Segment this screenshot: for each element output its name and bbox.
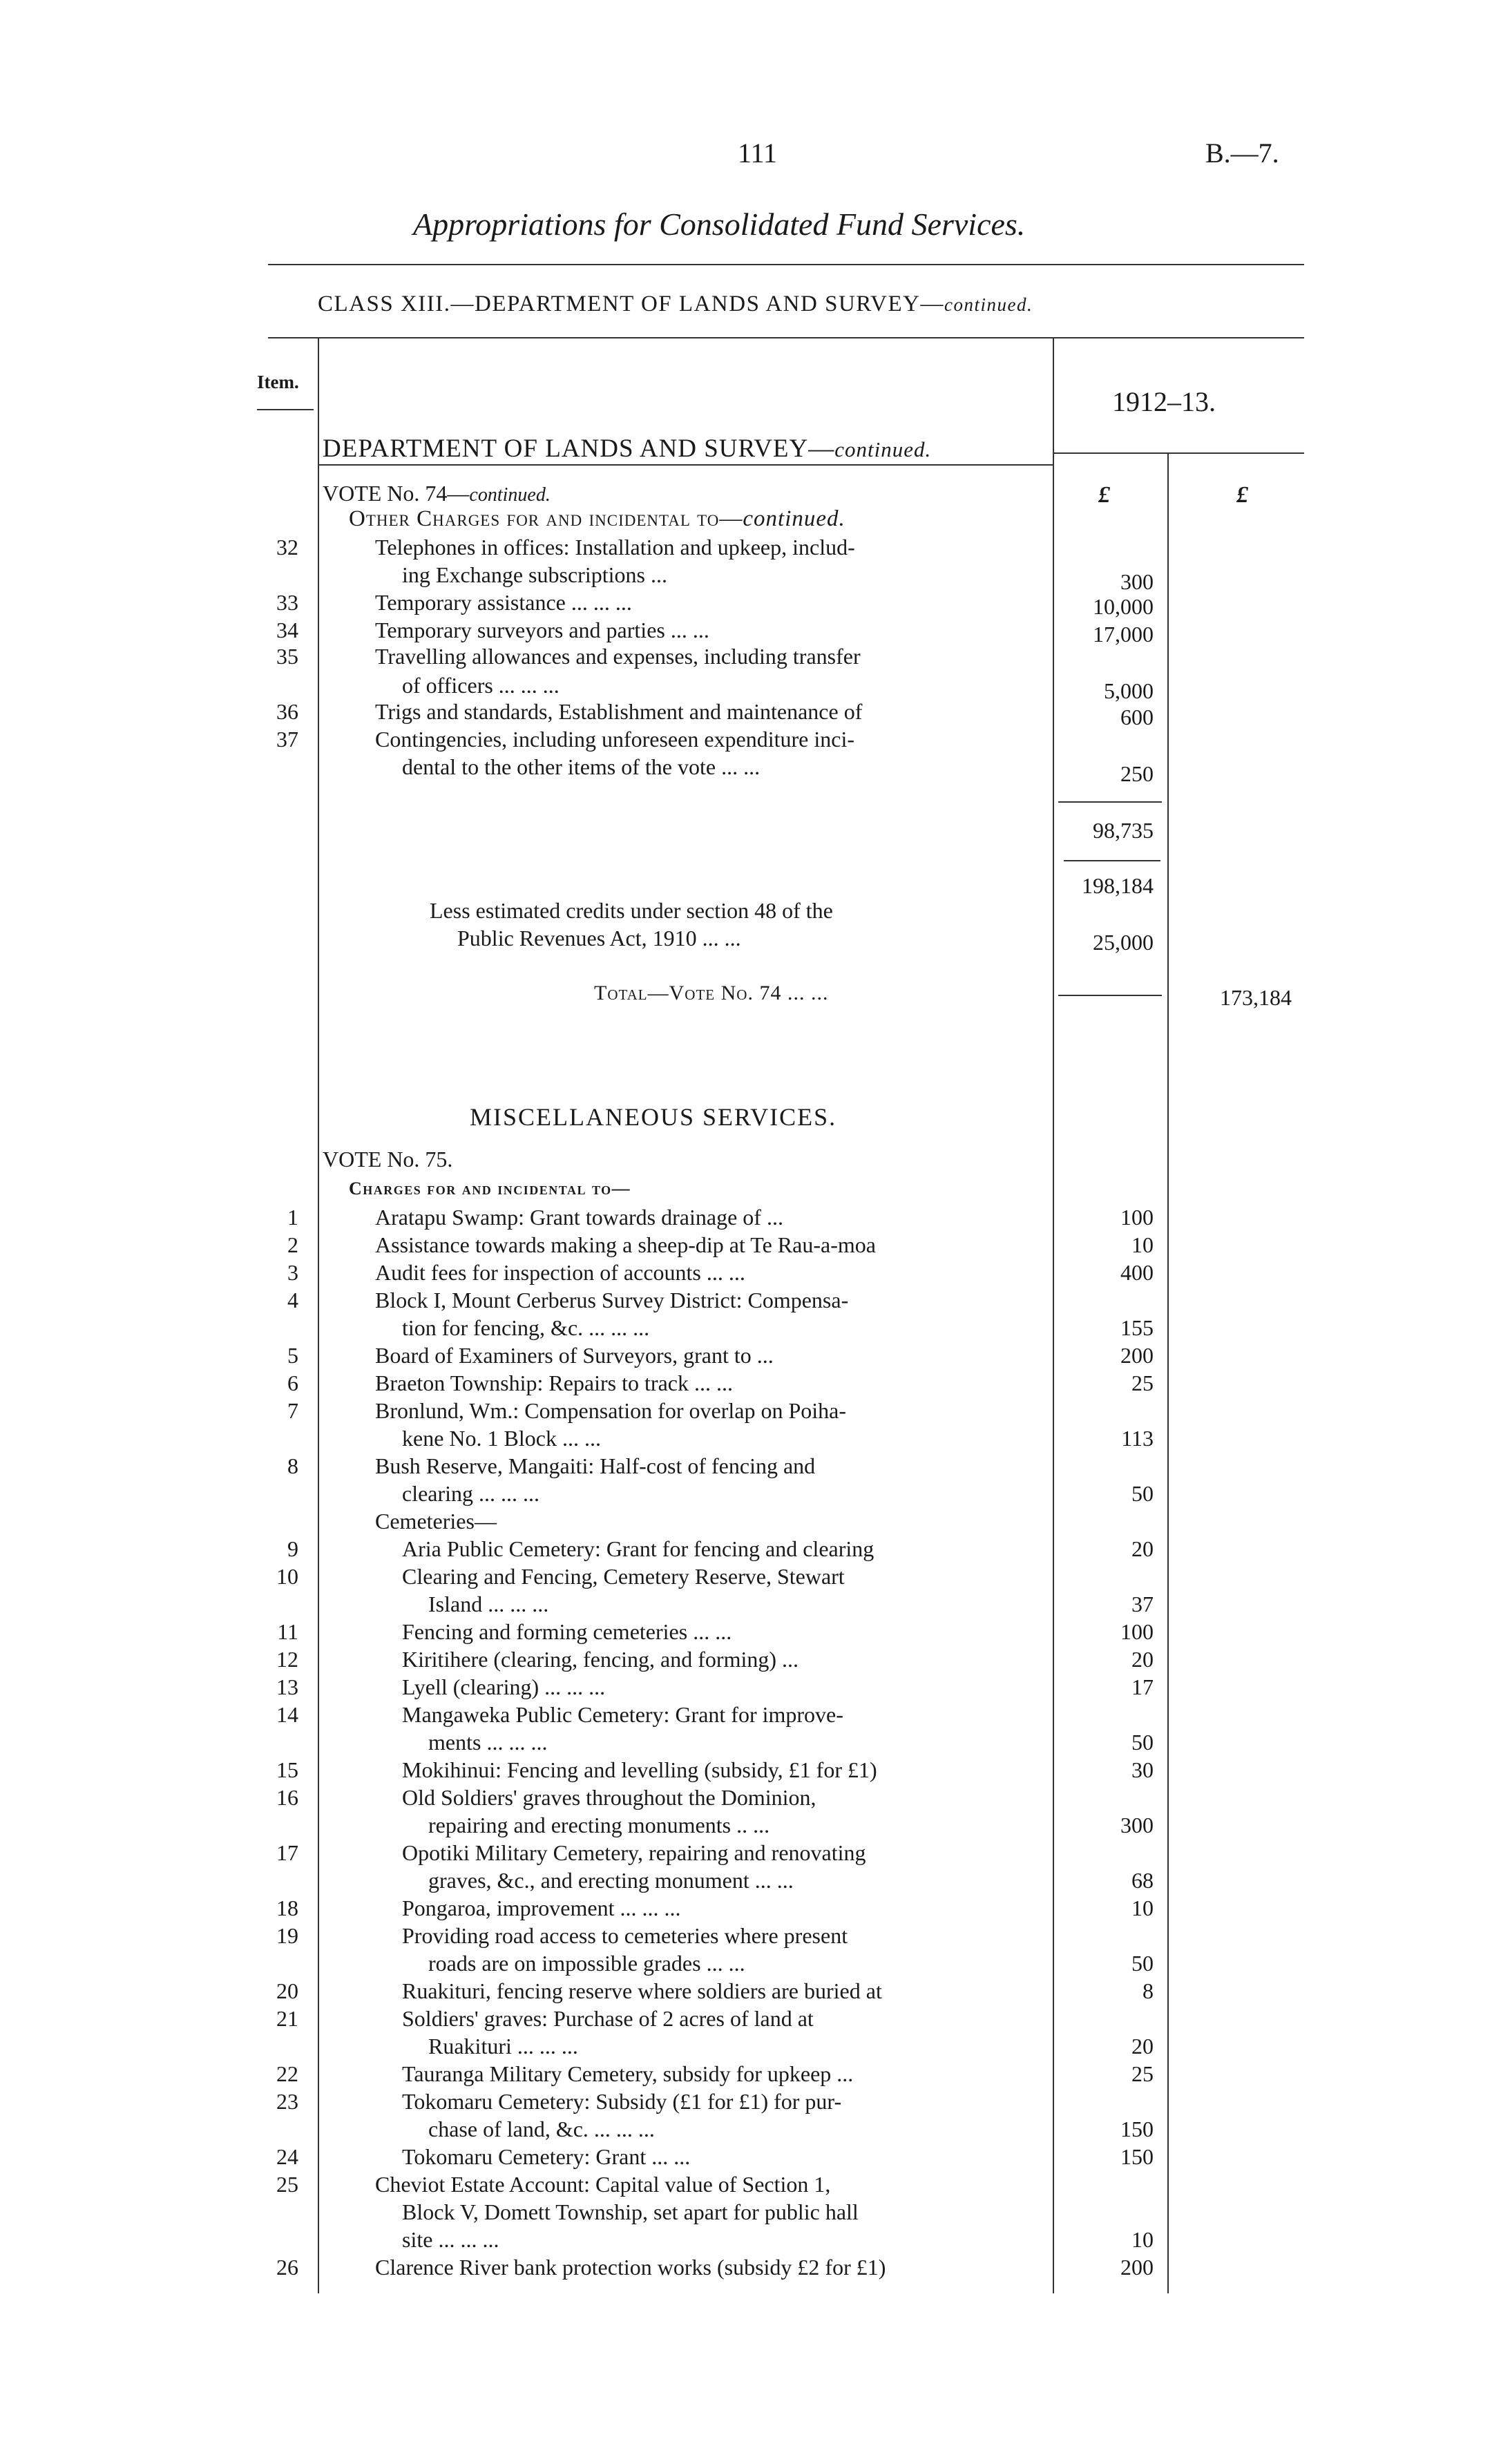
item-amount: 200 bbox=[1120, 1343, 1154, 1368]
item-description-line: Mangaweka Public Cemetery: Grant for improve- bbox=[402, 1702, 843, 1727]
item-number: 19 bbox=[276, 1923, 298, 1948]
item-column-label: Item. bbox=[257, 372, 299, 392]
item-description-line: Temporary surveyors and parties ... ... bbox=[375, 618, 709, 642]
item-number: 10 bbox=[276, 1564, 298, 1589]
pound-sign-col1: £ bbox=[1098, 482, 1110, 508]
item-description-line: Braeton Township: Repairs to track ... ... bbox=[375, 1371, 733, 1395]
item-number: 5 bbox=[287, 1343, 298, 1368]
item-amount: 300 bbox=[1120, 569, 1154, 594]
item-description-line: Ruakituri, fencing reserve where soldiers are buried at bbox=[402, 1978, 882, 2003]
year-heading: 1912–13. bbox=[1112, 386, 1216, 417]
item-amount: 10,000 bbox=[1093, 594, 1154, 619]
item-description-line: Telephones in offices: Installation and upkeep, includ- bbox=[375, 535, 855, 560]
item-description-line: Lyell (clearing) ... ... ... bbox=[402, 1674, 606, 1699]
item-description-line: Old Soldiers' graves throughout the Dominion, bbox=[402, 1785, 816, 1810]
department-heading-continued: continued. bbox=[834, 437, 932, 461]
item-amount: 17,000 bbox=[1093, 622, 1154, 647]
item-amount: 8 bbox=[1143, 1978, 1154, 2003]
paper-reference: B.—7. bbox=[1205, 137, 1279, 169]
item-description-line: tion for fencing, &c. ... ... ... bbox=[402, 1315, 650, 1340]
class-rule bbox=[268, 337, 1304, 338]
item-description-line: Block I, Mount Cerberus Survey District: Compensa- bbox=[375, 1288, 849, 1312]
item-number: 9 bbox=[287, 1536, 298, 1561]
item-description-line: Bronlund, Wm.: Compensation for overlap on Poiha- bbox=[375, 1398, 846, 1423]
page-title: Appropriations for Consolidated Fund Services. bbox=[413, 207, 1026, 242]
other-charges-heading-text: Other Charges for and incidental to— bbox=[349, 506, 743, 531]
cemeteries-heading: Cemeteries— bbox=[375, 1509, 497, 1534]
item-amount: 600 bbox=[1120, 705, 1154, 729]
item-description-line: Tokomaru Cemetery: Grant ... ... bbox=[402, 2144, 691, 2169]
item-amount: 113 bbox=[1121, 1426, 1154, 1451]
item-description-line: Contingencies, including unforeseen expenditure inci- bbox=[375, 727, 855, 752]
item-number: 8 bbox=[287, 1453, 298, 1478]
vote-74-continued: continued. bbox=[469, 484, 551, 506]
item-label-rule bbox=[257, 409, 314, 410]
item-description-line: kene No. 1 Block ... ... bbox=[402, 1426, 601, 1451]
item-description-line: Fencing and forming cemeteries ... ... bbox=[402, 1619, 732, 1644]
item-number: 6 bbox=[287, 1371, 298, 1395]
vote-74-total-label: Total—Vote No. 74 ... ... bbox=[594, 982, 829, 1004]
pound-sign-col2: £ bbox=[1236, 482, 1248, 508]
year-rule bbox=[1053, 452, 1304, 454]
item-description-line: of officers ... ... ... bbox=[402, 673, 560, 698]
item-description-line: chase of land, &c. ... ... ... bbox=[428, 2117, 655, 2141]
item-number: 34 bbox=[276, 618, 298, 642]
item-number: 32 bbox=[276, 535, 298, 560]
item-number: 20 bbox=[276, 1978, 298, 2003]
item-description-line: Trigs and standards, Establishment and maintenance of bbox=[375, 699, 863, 724]
department-heading bbox=[323, 434, 931, 464]
vote-74-label-text: VOTE No. 74— bbox=[323, 481, 470, 506]
item-amount: 20 bbox=[1131, 1536, 1154, 1561]
item-description-line: Assistance towards making a sheep-dip at Te Rau-a-moa bbox=[375, 1232, 876, 1257]
item-amount: 150 bbox=[1120, 2117, 1154, 2141]
item-description-line: graves, &c., and erecting monument ... ... bbox=[428, 1868, 794, 1893]
item-amount: 68 bbox=[1131, 1868, 1154, 1893]
item-description-line: Ruakituri ... ... ... bbox=[428, 2034, 578, 2059]
item-number: 24 bbox=[276, 2144, 298, 2169]
item-col-divider bbox=[318, 338, 319, 2293]
item-amount: 25 bbox=[1131, 1371, 1154, 1395]
item-number: 22 bbox=[276, 2061, 298, 2086]
vote-74-subtotal: 98,735 bbox=[1093, 818, 1154, 843]
item-number: 14 bbox=[276, 1702, 298, 1727]
less-credits-line: Less estimated credits under section 48 of the bbox=[430, 898, 833, 923]
vote-75-label: VOTE No. 75. bbox=[323, 1147, 453, 1172]
other-charges-heading bbox=[349, 506, 845, 532]
misc-services-heading: MISCELLANEOUS SERVICES. bbox=[470, 1103, 837, 1131]
item-description-line: Tauranga Military Cemetery, subsidy for upkeep ... bbox=[402, 2061, 854, 2086]
item-number: 12 bbox=[276, 1647, 298, 1672]
item-number: 2 bbox=[287, 1232, 298, 1257]
class-heading-continued: continued. bbox=[944, 294, 1033, 315]
item-description-line: Mokihinui: Fencing and levelling (subsidy, £1 for £1) bbox=[402, 1757, 877, 1782]
item-description-line: Kiritihere (clearing, fencing, and forming) ... bbox=[402, 1647, 799, 1672]
item-amount: 300 bbox=[1120, 1813, 1154, 1837]
title-rule bbox=[268, 264, 1304, 265]
item-amount: 25 bbox=[1131, 2061, 1154, 2086]
item-description-line: roads are on impossible grades ... ... bbox=[428, 1951, 745, 1976]
less-credits-line-2: Public Revenues Act, 1910 ... ... bbox=[457, 926, 741, 951]
item-description-line: Board of Examiners of Surveyors, grant to ... bbox=[375, 1343, 774, 1368]
item-number: 11 bbox=[277, 1619, 298, 1644]
item-amount: 10 bbox=[1131, 1232, 1154, 1257]
item-description-line: Clearing and Fencing, Cemetery Reserve, Stewart bbox=[402, 1564, 845, 1589]
item-number: 23 bbox=[276, 2089, 298, 2114]
other-charges-continued: continued. bbox=[743, 506, 845, 531]
item-description-line: Block V, Domett Township, set apart for public hall bbox=[402, 2199, 859, 2224]
item-number: 18 bbox=[276, 1895, 298, 1920]
item-number: 26 bbox=[276, 2255, 298, 2280]
department-heading-text: DEPARTMENT OF LANDS AND SURVEY— bbox=[323, 434, 835, 463]
item-description-line: Clarence River bank protection works (subsidy £2 for £1) bbox=[375, 2255, 886, 2280]
item-description-line: ing Exchange subscriptions ... bbox=[402, 562, 667, 587]
subtotal-rule bbox=[1058, 801, 1162, 803]
item-number: 3 bbox=[287, 1260, 298, 1285]
item-amount: 17 bbox=[1131, 1674, 1154, 1699]
item-amount: 155 bbox=[1120, 1315, 1154, 1340]
class-heading-text: CLASS XIII.—DEPARTMENT OF LANDS AND SURVEY— bbox=[318, 292, 944, 316]
item-number: 4 bbox=[287, 1288, 298, 1312]
item-description-line: Bush Reserve, Mangaiti: Half-cost of fencing and bbox=[375, 1453, 816, 1478]
item-amount: 30 bbox=[1131, 1757, 1154, 1782]
item-amount: 20 bbox=[1131, 2034, 1154, 2059]
item-description-line: Travelling allowances and expenses, including transfer bbox=[375, 644, 861, 669]
item-description-line: ments ... ... ... bbox=[428, 1730, 548, 1755]
item-description-line: Pongaroa, improvement ... ... ... bbox=[402, 1895, 681, 1920]
vote-74-label bbox=[323, 481, 551, 506]
item-number: 17 bbox=[276, 1840, 298, 1865]
item-amount: 150 bbox=[1120, 2144, 1154, 2169]
item-number: 16 bbox=[276, 1785, 298, 1810]
item-amount: 5,000 bbox=[1104, 678, 1154, 703]
item-amount: 200 bbox=[1120, 2255, 1154, 2280]
item-amount: 37 bbox=[1131, 1592, 1154, 1616]
item-amount: 250 bbox=[1120, 761, 1154, 786]
item-amount: 100 bbox=[1120, 1619, 1154, 1644]
item-description-line: Tokomaru Cemetery: Subsidy (£1 for £1) for pur- bbox=[402, 2089, 842, 2114]
item-amount: 50 bbox=[1131, 1481, 1154, 1506]
item-number: 21 bbox=[276, 2006, 298, 2031]
class-heading bbox=[318, 292, 1033, 317]
item-number: 37 bbox=[276, 727, 298, 752]
vote-74-gross-total: 198,184 bbox=[1082, 873, 1154, 898]
item-number: 25 bbox=[276, 2172, 298, 2197]
item-description-line: Soldiers' graves: Purchase of 2 acres of land at bbox=[402, 2006, 814, 2031]
item-amount: 10 bbox=[1131, 2227, 1154, 2252]
less-credits-amount: 25,000 bbox=[1093, 930, 1154, 955]
gross-rule bbox=[1064, 860, 1160, 861]
item-amount: 400 bbox=[1120, 1260, 1154, 1285]
item-number: 33 bbox=[276, 590, 298, 615]
item-description-line: Providing road access to cemeteries where present bbox=[402, 1923, 848, 1948]
charges-heading: Charges for and incidental to— bbox=[349, 1178, 631, 1198]
item-amount: 100 bbox=[1120, 1205, 1154, 1230]
item-description-line: Cheviot Estate Account: Capital value of Section 1, bbox=[375, 2172, 831, 2197]
item-number: 15 bbox=[276, 1757, 298, 1782]
item-description-line: Aratapu Swamp: Grant towards drainage of ... bbox=[375, 1205, 783, 1230]
item-description-line: Audit fees for inspection of accounts ... ... bbox=[375, 1260, 745, 1285]
amount-col-divider-2 bbox=[1167, 452, 1169, 2293]
item-number: 7 bbox=[287, 1398, 298, 1423]
item-description-line: Opotiki Military Cemetery, repairing and renovating bbox=[402, 1840, 866, 1865]
item-description-line: repairing and erecting monuments .. ... bbox=[428, 1813, 770, 1837]
dept-heading-rule bbox=[318, 464, 1053, 466]
item-number: 35 bbox=[276, 644, 298, 669]
item-amount: 10 bbox=[1131, 1895, 1154, 1920]
item-amount: 50 bbox=[1131, 1730, 1154, 1755]
item-description-line: dental to the other items of the vote ... ... bbox=[402, 754, 761, 779]
item-number: 1 bbox=[287, 1205, 298, 1230]
item-description-line: Aria Public Cemetery: Grant for fencing and clearing bbox=[402, 1536, 874, 1561]
item-description-line: Temporary assistance ... ... ... bbox=[375, 590, 632, 615]
item-number: 13 bbox=[276, 1674, 298, 1699]
item-amount: 50 bbox=[1131, 1951, 1154, 1976]
item-number: 36 bbox=[276, 699, 298, 724]
vote-74-total-amount: 173,184 bbox=[1220, 985, 1292, 1010]
item-description-line: site ... ... ... bbox=[402, 2227, 499, 2252]
item-description-line: Island ... ... ... bbox=[428, 1592, 549, 1616]
item-description-line: clearing ... ... ... bbox=[402, 1481, 540, 1506]
item-amount: 20 bbox=[1131, 1647, 1154, 1672]
page-number: 111 bbox=[738, 137, 778, 169]
